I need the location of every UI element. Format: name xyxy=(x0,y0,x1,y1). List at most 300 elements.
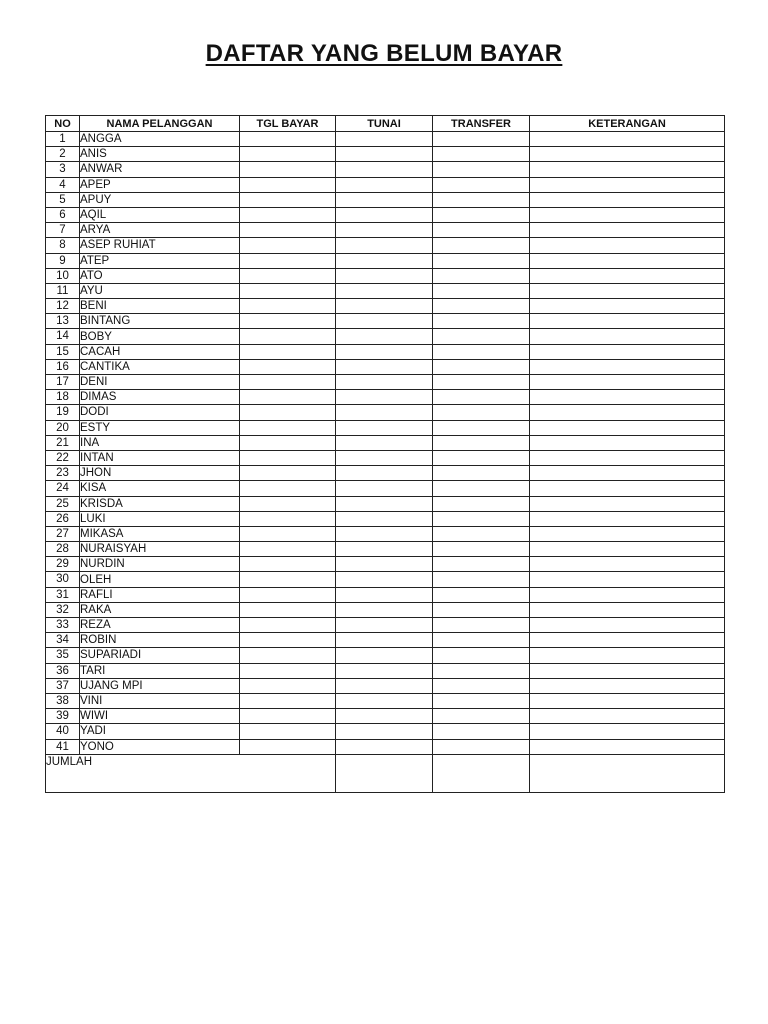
table-row xyxy=(46,192,725,207)
customer-name: NURDIN xyxy=(80,557,240,572)
row-number: 8 xyxy=(46,238,80,253)
tunai-cell[interactable] xyxy=(336,572,433,587)
customer-name: BENI xyxy=(80,299,240,314)
customer-name: TARI xyxy=(80,663,240,678)
transfer-cell[interactable] xyxy=(433,542,530,557)
row-number: 36 xyxy=(46,663,80,678)
row-number: 2 xyxy=(46,147,80,162)
customer-name: WIWI xyxy=(80,709,240,724)
tgl-bayar-cell[interactable] xyxy=(240,420,336,435)
customer-name: DODI xyxy=(80,405,240,420)
keterangan-cell[interactable] xyxy=(530,481,725,496)
customer-name: KISA xyxy=(80,481,240,496)
transfer-cell[interactable] xyxy=(433,435,530,450)
row-number: 7 xyxy=(46,223,80,238)
tgl-bayar-cell[interactable] xyxy=(240,526,336,541)
customer-name: MIKASA xyxy=(80,526,240,541)
keterangan-cell[interactable] xyxy=(530,678,725,693)
customer-name: APUY xyxy=(80,192,240,207)
total-row xyxy=(46,754,725,792)
tgl-bayar-cell[interactable] xyxy=(240,132,336,147)
tunai-cell[interactable] xyxy=(336,633,433,648)
tgl-bayar-cell[interactable] xyxy=(240,542,336,557)
tunai-cell[interactable] xyxy=(336,557,433,572)
row-number: 41 xyxy=(46,739,80,754)
keterangan-cell[interactable] xyxy=(530,466,725,481)
customer-name: CANTIKA xyxy=(80,359,240,374)
tgl-bayar-cell[interactable] xyxy=(240,299,336,314)
transfer-cell[interactable] xyxy=(433,268,530,283)
tunai-cell[interactable] xyxy=(336,450,433,465)
keterangan-cell[interactable] xyxy=(530,268,725,283)
transfer-cell[interactable] xyxy=(433,359,530,374)
keterangan-cell[interactable] xyxy=(530,329,725,344)
transfer-cell[interactable] xyxy=(433,147,530,162)
customer-name: UJANG MPI xyxy=(80,678,240,693)
row-number: 19 xyxy=(46,405,80,420)
row-number: 25 xyxy=(46,496,80,511)
keterangan-cell[interactable] xyxy=(530,663,725,678)
row-number: 20 xyxy=(46,420,80,435)
keterangan-cell[interactable] xyxy=(530,299,725,314)
tgl-bayar-cell[interactable] xyxy=(240,253,336,268)
tunai-cell[interactable] xyxy=(336,162,433,177)
transfer-cell[interactable] xyxy=(433,238,530,253)
keterangan-cell[interactable] xyxy=(530,450,725,465)
tunai-cell[interactable] xyxy=(336,542,433,557)
tunai-cell[interactable] xyxy=(336,268,433,283)
keterangan-cell[interactable] xyxy=(530,435,725,450)
keterangan-cell[interactable] xyxy=(530,709,725,724)
header-transfer: TRANSFER xyxy=(433,116,530,132)
customer-name: RAKA xyxy=(80,602,240,617)
transfer-cell[interactable] xyxy=(433,648,530,663)
customer-name: AQIL xyxy=(80,207,240,222)
tunai-cell[interactable] xyxy=(336,420,433,435)
row-number: 5 xyxy=(46,192,80,207)
table-row xyxy=(46,268,725,283)
tunai-cell[interactable] xyxy=(336,709,433,724)
tunai-cell[interactable] xyxy=(336,466,433,481)
row-number: 13 xyxy=(46,314,80,329)
table-row xyxy=(46,602,725,617)
customer-name: AYU xyxy=(80,283,240,298)
keterangan-cell[interactable] xyxy=(530,739,725,754)
transfer-cell[interactable] xyxy=(433,587,530,602)
customer-name: ANWAR xyxy=(80,162,240,177)
tgl-bayar-cell[interactable] xyxy=(240,663,336,678)
customer-name: ATO xyxy=(80,268,240,283)
row-number: 34 xyxy=(46,633,80,648)
table-row xyxy=(46,481,725,496)
customer-name: JHON xyxy=(80,466,240,481)
keterangan-cell[interactable] xyxy=(530,587,725,602)
transfer-cell[interactable] xyxy=(433,557,530,572)
table-row xyxy=(46,329,725,344)
keterangan-cell[interactable] xyxy=(530,162,725,177)
table-row xyxy=(46,693,725,708)
tgl-bayar-cell[interactable] xyxy=(240,344,336,359)
keterangan-cell[interactable] xyxy=(530,238,725,253)
row-number: 33 xyxy=(46,618,80,633)
table-row xyxy=(46,359,725,374)
keterangan-cell[interactable] xyxy=(530,602,725,617)
total-tunai-cell[interactable] xyxy=(336,754,433,792)
tunai-cell[interactable] xyxy=(336,390,433,405)
keterangan-cell[interactable] xyxy=(530,511,725,526)
customer-name: ARYA xyxy=(80,223,240,238)
customer-name: DENI xyxy=(80,375,240,390)
header-keterangan: KETERANGAN xyxy=(530,116,725,132)
table-row xyxy=(46,132,725,147)
table-row xyxy=(46,709,725,724)
tunai-cell[interactable] xyxy=(336,587,433,602)
table-row xyxy=(46,375,725,390)
keterangan-cell[interactable] xyxy=(530,648,725,663)
tunai-cell[interactable] xyxy=(336,693,433,708)
tgl-bayar-cell[interactable] xyxy=(240,466,336,481)
row-number: 40 xyxy=(46,724,80,739)
tgl-bayar-cell[interactable] xyxy=(240,207,336,222)
keterangan-cell[interactable] xyxy=(530,633,725,648)
tunai-cell[interactable] xyxy=(336,283,433,298)
keterangan-cell[interactable] xyxy=(530,177,725,192)
row-number: 6 xyxy=(46,207,80,222)
tunai-cell[interactable] xyxy=(336,299,433,314)
tunai-cell[interactable] xyxy=(336,405,433,420)
tgl-bayar-cell[interactable] xyxy=(240,693,336,708)
transfer-cell[interactable] xyxy=(433,511,530,526)
tunai-cell[interactable] xyxy=(336,481,433,496)
total-keterangan-cell[interactable] xyxy=(530,754,725,792)
tgl-bayar-cell[interactable] xyxy=(240,283,336,298)
table-row xyxy=(46,542,725,557)
header-no: NO xyxy=(46,116,80,132)
tunai-cell[interactable] xyxy=(336,147,433,162)
transfer-cell[interactable] xyxy=(433,450,530,465)
tgl-bayar-cell[interactable] xyxy=(240,724,336,739)
table-row xyxy=(46,663,725,678)
tgl-bayar-cell[interactable] xyxy=(240,587,336,602)
tunai-cell[interactable] xyxy=(336,678,433,693)
tunai-cell[interactable] xyxy=(336,724,433,739)
keterangan-cell[interactable] xyxy=(530,207,725,222)
keterangan-cell[interactable] xyxy=(530,283,725,298)
transfer-cell[interactable] xyxy=(433,283,530,298)
transfer-cell[interactable] xyxy=(433,739,530,754)
payment-table xyxy=(45,115,725,793)
transfer-cell[interactable] xyxy=(433,602,530,617)
row-number: 15 xyxy=(46,344,80,359)
tgl-bayar-cell[interactable] xyxy=(240,511,336,526)
header-tunai: TUNAI xyxy=(336,116,433,132)
transfer-cell[interactable] xyxy=(433,466,530,481)
table-row xyxy=(46,238,725,253)
tunai-cell[interactable] xyxy=(336,602,433,617)
customer-name: CACAH xyxy=(80,344,240,359)
transfer-cell[interactable] xyxy=(433,314,530,329)
tunai-cell[interactable] xyxy=(336,359,433,374)
transfer-cell[interactable] xyxy=(433,223,530,238)
tgl-bayar-cell[interactable] xyxy=(240,496,336,511)
tunai-cell[interactable] xyxy=(336,253,433,268)
row-number: 21 xyxy=(46,435,80,450)
customer-name: VINI xyxy=(80,693,240,708)
table-row xyxy=(46,557,725,572)
transfer-cell[interactable] xyxy=(433,132,530,147)
transfer-cell[interactable] xyxy=(433,496,530,511)
row-number: 11 xyxy=(46,283,80,298)
total-label: JUMLAH xyxy=(46,754,336,792)
tgl-bayar-cell[interactable] xyxy=(240,602,336,617)
transfer-cell[interactable] xyxy=(433,724,530,739)
row-number: 4 xyxy=(46,177,80,192)
keterangan-cell[interactable] xyxy=(530,618,725,633)
tgl-bayar-cell[interactable] xyxy=(240,557,336,572)
tgl-bayar-cell[interactable] xyxy=(240,177,336,192)
row-number: 30 xyxy=(46,572,80,587)
tunai-cell[interactable] xyxy=(336,435,433,450)
customer-name: YONO xyxy=(80,739,240,754)
transfer-cell[interactable] xyxy=(433,572,530,587)
tgl-bayar-cell[interactable] xyxy=(240,147,336,162)
tgl-bayar-cell[interactable] xyxy=(240,268,336,283)
row-number: 1 xyxy=(46,132,80,147)
keterangan-cell[interactable] xyxy=(530,314,725,329)
tgl-bayar-cell[interactable] xyxy=(240,359,336,374)
keterangan-cell[interactable] xyxy=(530,420,725,435)
keterangan-cell[interactable] xyxy=(530,192,725,207)
keterangan-cell[interactable] xyxy=(530,724,725,739)
transfer-cell[interactable] xyxy=(433,709,530,724)
row-number: 22 xyxy=(46,450,80,465)
table-row xyxy=(46,162,725,177)
customer-name: ANIS xyxy=(80,147,240,162)
row-number: 9 xyxy=(46,253,80,268)
row-number: 39 xyxy=(46,709,80,724)
transfer-cell[interactable] xyxy=(433,177,530,192)
transfer-cell[interactable] xyxy=(433,618,530,633)
transfer-cell[interactable] xyxy=(433,678,530,693)
tgl-bayar-cell[interactable] xyxy=(240,618,336,633)
transfer-cell[interactable] xyxy=(433,420,530,435)
transfer-cell[interactable] xyxy=(433,375,530,390)
tunai-cell[interactable] xyxy=(336,329,433,344)
keterangan-cell[interactable] xyxy=(530,390,725,405)
customer-name: ATEP xyxy=(80,253,240,268)
row-number: 10 xyxy=(46,268,80,283)
table-row xyxy=(46,207,725,222)
document-title-text: DAFTAR YANG BELUM BAYAR xyxy=(205,40,563,67)
tunai-cell[interactable] xyxy=(336,177,433,192)
tunai-cell[interactable] xyxy=(336,207,433,222)
keterangan-cell[interactable] xyxy=(530,557,725,572)
tgl-bayar-cell[interactable] xyxy=(240,633,336,648)
customer-name: NURAISYAH xyxy=(80,542,240,557)
tgl-bayar-cell[interactable] xyxy=(240,405,336,420)
transfer-cell[interactable] xyxy=(433,390,530,405)
customer-name: OLEH xyxy=(80,572,240,587)
table-row xyxy=(46,177,725,192)
keterangan-cell[interactable] xyxy=(530,542,725,557)
table-row xyxy=(46,724,725,739)
table-body xyxy=(46,132,725,755)
customer-name: KRISDA xyxy=(80,496,240,511)
customer-name: SUPARIADI xyxy=(80,648,240,663)
header-tgl-bayar: TGL BAYAR xyxy=(240,116,336,132)
transfer-cell[interactable] xyxy=(433,329,530,344)
tgl-bayar-cell[interactable] xyxy=(240,162,336,177)
tunai-cell[interactable] xyxy=(336,375,433,390)
row-number: 23 xyxy=(46,466,80,481)
tunai-cell[interactable] xyxy=(336,132,433,147)
row-number: 37 xyxy=(46,678,80,693)
tgl-bayar-cell[interactable] xyxy=(240,390,336,405)
tgl-bayar-cell[interactable] xyxy=(240,739,336,754)
tgl-bayar-cell[interactable] xyxy=(240,648,336,663)
customer-name: ROBIN xyxy=(80,633,240,648)
tunai-cell[interactable] xyxy=(336,739,433,754)
transfer-cell[interactable] xyxy=(433,526,530,541)
row-number: 12 xyxy=(46,299,80,314)
table-row xyxy=(46,739,725,754)
row-number: 17 xyxy=(46,375,80,390)
keterangan-cell[interactable] xyxy=(530,359,725,374)
customer-name: LUKI xyxy=(80,511,240,526)
customer-name: YADI xyxy=(80,724,240,739)
tgl-bayar-cell[interactable] xyxy=(240,238,336,253)
keterangan-cell[interactable] xyxy=(530,526,725,541)
table-row xyxy=(46,678,725,693)
header-nama-pelanggan: NAMA PELANGGAN xyxy=(80,116,240,132)
keterangan-cell[interactable] xyxy=(530,132,725,147)
row-number: 31 xyxy=(46,587,80,602)
table-row xyxy=(46,572,725,587)
table-row xyxy=(46,618,725,633)
table-row xyxy=(46,633,725,648)
transfer-cell[interactable] xyxy=(433,663,530,678)
customer-name: BINTANG xyxy=(80,314,240,329)
tgl-bayar-cell[interactable] xyxy=(240,329,336,344)
tgl-bayar-cell[interactable] xyxy=(240,572,336,587)
keterangan-cell[interactable] xyxy=(530,223,725,238)
keterangan-cell[interactable] xyxy=(530,572,725,587)
row-number: 35 xyxy=(46,648,80,663)
table-header-row xyxy=(46,116,725,132)
customer-name: INA xyxy=(80,435,240,450)
table-row xyxy=(46,147,725,162)
customer-name: ASEP RUHIAT xyxy=(80,238,240,253)
tunai-cell[interactable] xyxy=(336,496,433,511)
table-row xyxy=(46,648,725,663)
tunai-cell[interactable] xyxy=(336,344,433,359)
table-row xyxy=(46,496,725,511)
transfer-cell[interactable] xyxy=(433,207,530,222)
row-number: 28 xyxy=(46,542,80,557)
customer-name: INTAN xyxy=(80,450,240,465)
tgl-bayar-cell[interactable] xyxy=(240,435,336,450)
tgl-bayar-cell[interactable] xyxy=(240,450,336,465)
tunai-cell[interactable] xyxy=(336,238,433,253)
row-number: 32 xyxy=(46,602,80,617)
tgl-bayar-cell[interactable] xyxy=(240,481,336,496)
tunai-cell[interactable] xyxy=(336,223,433,238)
tunai-cell[interactable] xyxy=(336,648,433,663)
tunai-cell[interactable] xyxy=(336,663,433,678)
table-row xyxy=(46,405,725,420)
row-number: 38 xyxy=(46,693,80,708)
keterangan-cell[interactable] xyxy=(530,344,725,359)
table-row xyxy=(46,511,725,526)
table-row xyxy=(46,283,725,298)
keterangan-cell[interactable] xyxy=(530,693,725,708)
keterangan-cell[interactable] xyxy=(530,147,725,162)
table-row xyxy=(46,299,725,314)
customer-name: ANGGA xyxy=(80,132,240,147)
tgl-bayar-cell[interactable] xyxy=(240,192,336,207)
keterangan-cell[interactable] xyxy=(530,496,725,511)
transfer-cell[interactable] xyxy=(433,192,530,207)
transfer-cell[interactable] xyxy=(433,162,530,177)
tunai-cell[interactable] xyxy=(336,511,433,526)
table-row xyxy=(46,344,725,359)
row-number: 24 xyxy=(46,481,80,496)
transfer-cell[interactable] xyxy=(433,405,530,420)
total-transfer-cell[interactable] xyxy=(433,754,530,792)
transfer-cell[interactable] xyxy=(433,693,530,708)
table-row xyxy=(46,466,725,481)
transfer-cell[interactable] xyxy=(433,299,530,314)
table-row xyxy=(46,390,725,405)
row-number: 16 xyxy=(46,359,80,374)
table-row xyxy=(46,223,725,238)
keterangan-cell[interactable] xyxy=(530,375,725,390)
row-number: 29 xyxy=(46,557,80,572)
document-title xyxy=(0,40,768,68)
customer-name: DIMAS xyxy=(80,390,240,405)
table-row xyxy=(46,253,725,268)
table-row xyxy=(46,435,725,450)
tunai-cell[interactable] xyxy=(336,192,433,207)
transfer-cell[interactable] xyxy=(433,633,530,648)
tgl-bayar-cell[interactable] xyxy=(240,678,336,693)
customer-name: ESTY xyxy=(80,420,240,435)
customer-name: REZA xyxy=(80,618,240,633)
row-number: 3 xyxy=(46,162,80,177)
table-row xyxy=(46,526,725,541)
tgl-bayar-cell[interactable] xyxy=(240,375,336,390)
tunai-cell[interactable] xyxy=(336,618,433,633)
tunai-cell[interactable] xyxy=(336,314,433,329)
tunai-cell[interactable] xyxy=(336,526,433,541)
transfer-cell[interactable] xyxy=(433,344,530,359)
row-number: 26 xyxy=(46,511,80,526)
row-number: 14 xyxy=(46,329,80,344)
transfer-cell[interactable] xyxy=(433,253,530,268)
customer-name: BOBY xyxy=(80,329,240,344)
table-row xyxy=(46,587,725,602)
keterangan-cell[interactable] xyxy=(530,405,725,420)
customer-name: APEP xyxy=(80,177,240,192)
tgl-bayar-cell[interactable] xyxy=(240,709,336,724)
table-row xyxy=(46,420,725,435)
row-number: 18 xyxy=(46,390,80,405)
tgl-bayar-cell[interactable] xyxy=(240,223,336,238)
table-row xyxy=(46,314,725,329)
transfer-cell[interactable] xyxy=(433,481,530,496)
tgl-bayar-cell[interactable] xyxy=(240,314,336,329)
keterangan-cell[interactable] xyxy=(530,253,725,268)
